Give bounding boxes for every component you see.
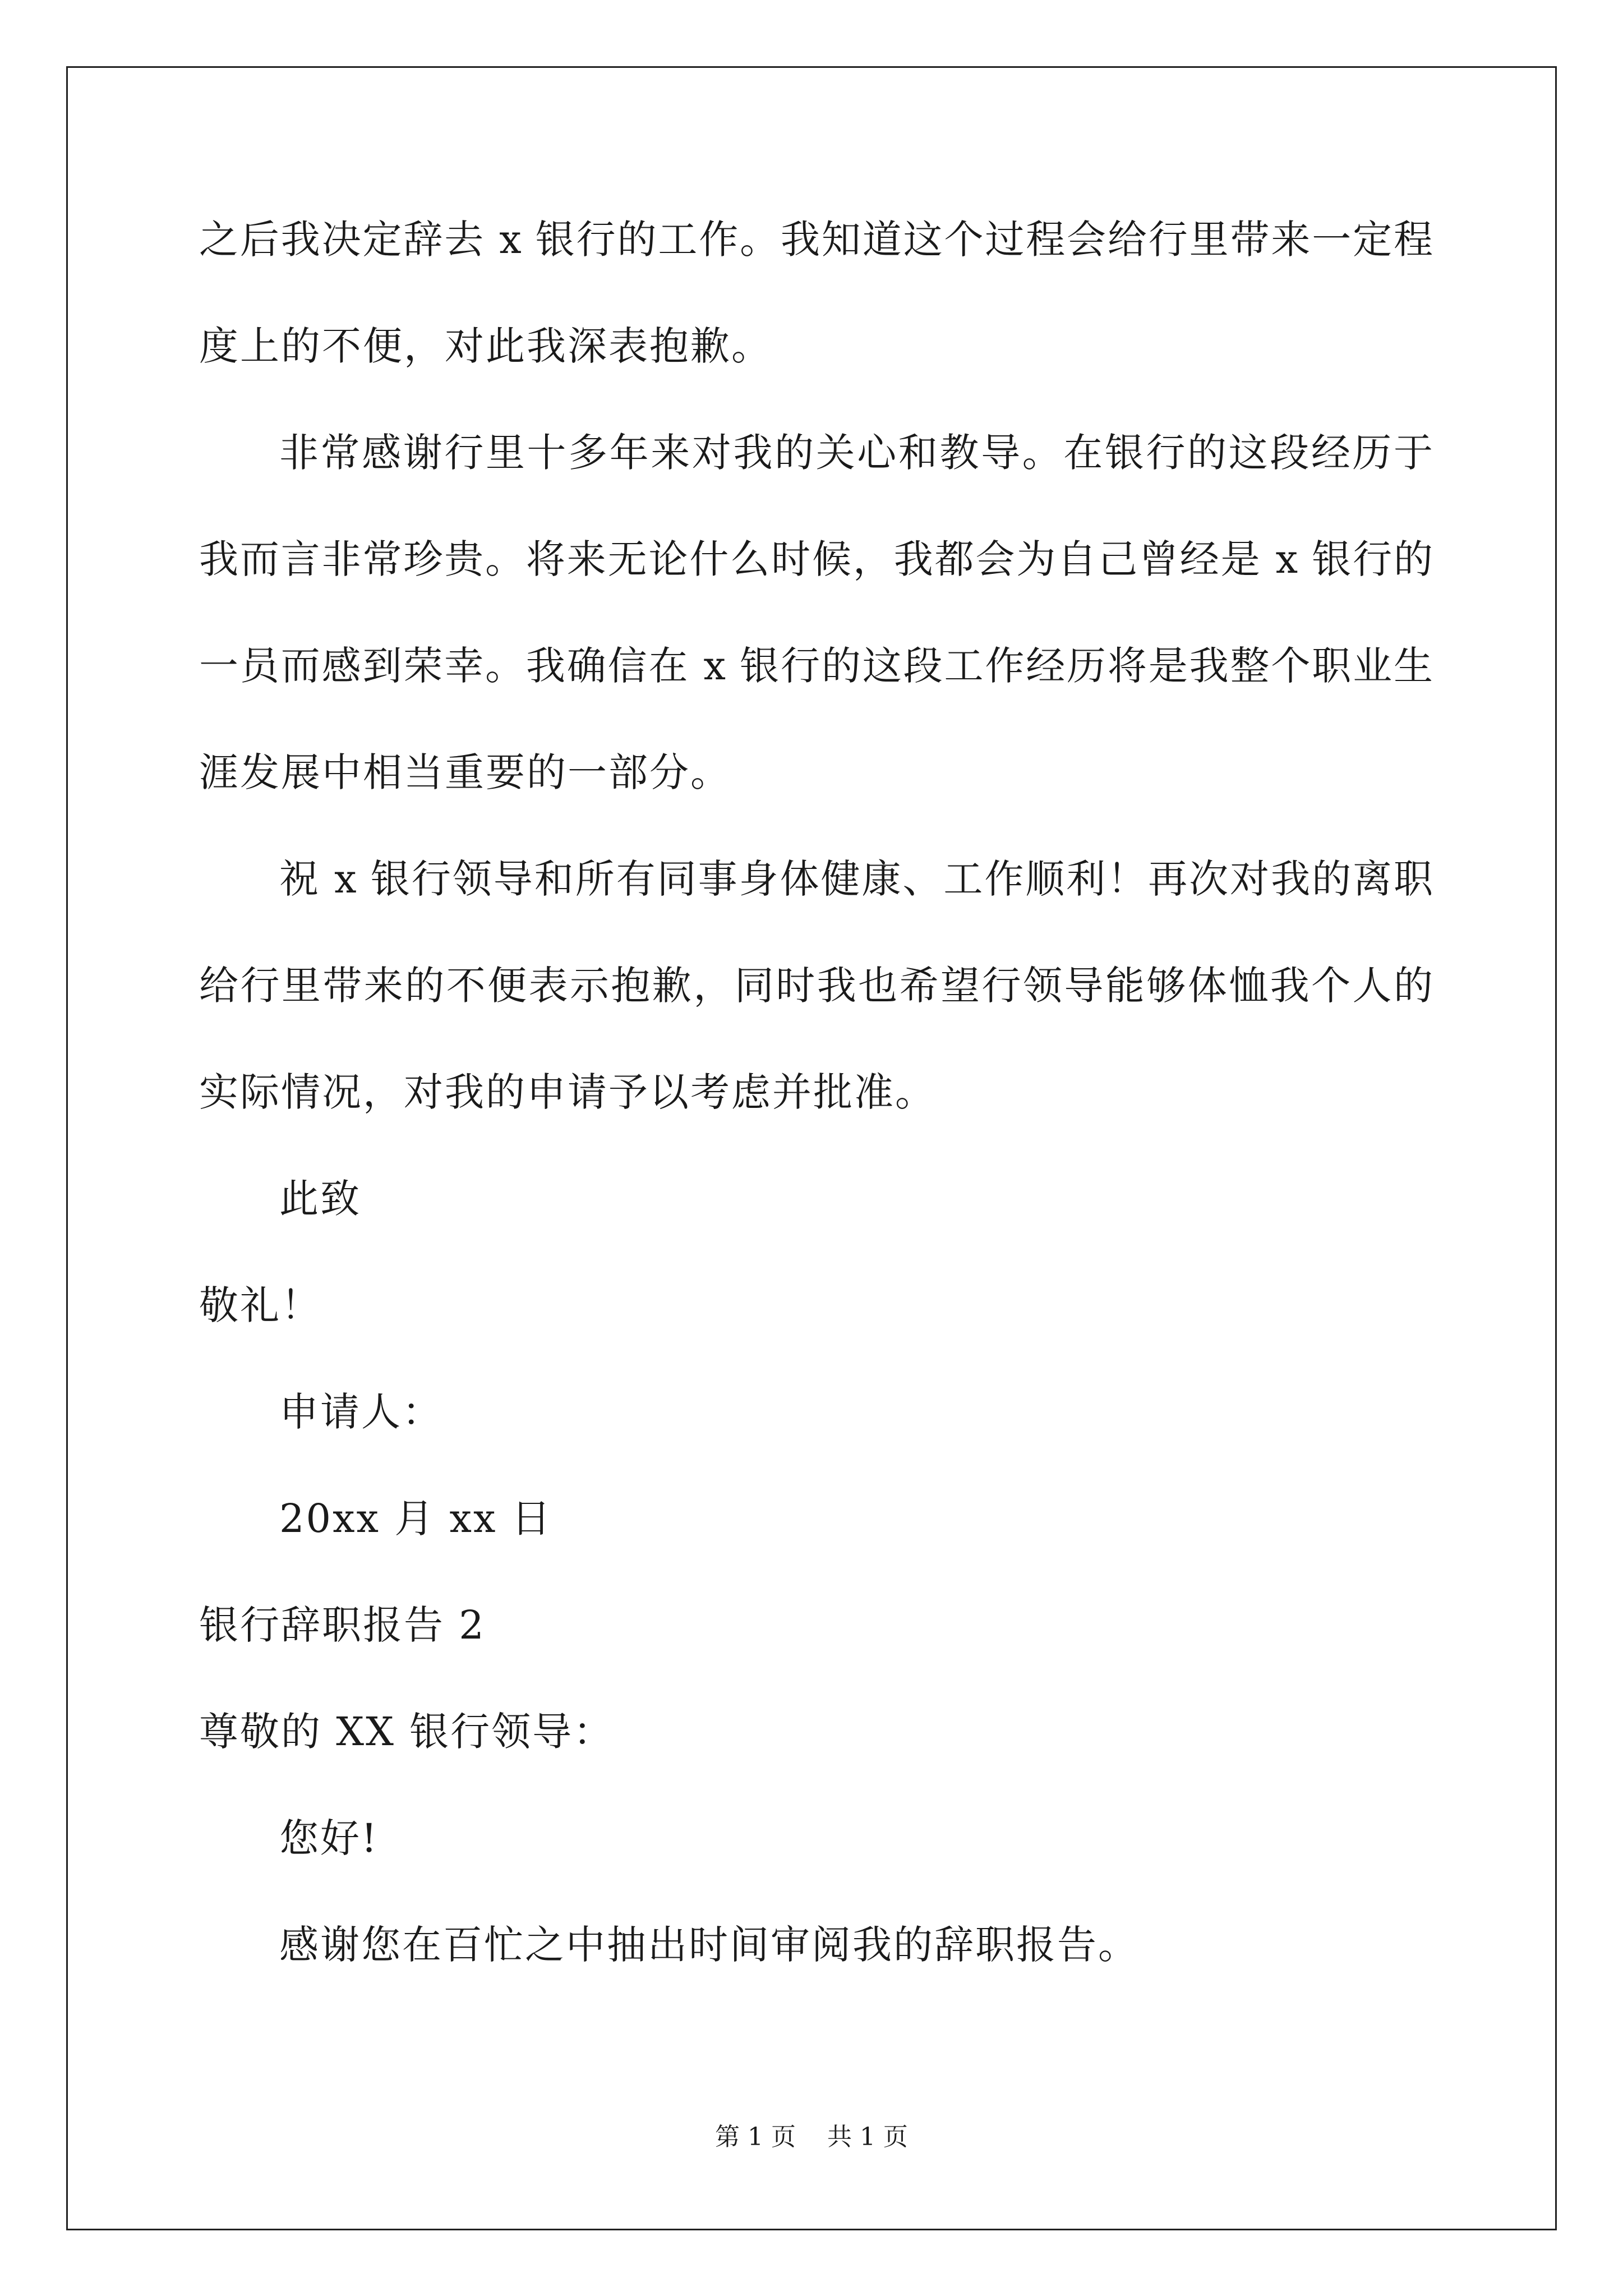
paragraph-3-line-3: 实际情况，对我的申请予以考虑并批准。 <box>199 1069 936 1115</box>
signature-date: 20xx 月 xx 日 <box>279 1496 552 1542</box>
paragraph-2-line-3: 一员而感到荣幸。我确信在 x 银行的这段工作经历将是我整个职业生 <box>199 643 1433 689</box>
paragraph-2-line-2: 我而言非常珍贵。将来无论什么时候，我都会为自己曾经是 x 银行的 <box>199 536 1433 582</box>
paragraph-2-line-4: 涯发展中相当重要的一部分。 <box>199 749 731 795</box>
section-title: 银行辞职报告 2 <box>199 1602 486 1648</box>
paragraph-3-line-2: 给行里带来的不便表示抱歉，同时我也希望行领导能够体恤我个人的 <box>199 963 1433 1009</box>
closing-salutation: 此致 <box>279 1176 361 1222</box>
closing-respect: 敬礼！ <box>199 1282 322 1328</box>
page-border <box>66 66 1557 2230</box>
paragraph-3-line-1: 祝 x 银行领导和所有同事身体健康、工作顺利！再次对我的离职 <box>279 856 1433 902</box>
opening-sentence: 感谢您在百忙之中抽出时间审阅我的辞职报告。 <box>279 1922 1139 1968</box>
paragraph-1-line-1: 之后我决定辞去 x 银行的工作。我知道这个过程会给行里带来一定程 <box>199 217 1433 263</box>
applicant-label: 申请人： <box>279 1389 443 1435</box>
paragraph-2-line-1: 非常感谢行里十多年来对我的关心和教导。在银行的这段经历于 <box>279 430 1433 476</box>
greeting: 您好! <box>279 1815 379 1861</box>
paragraph-1-line-2: 度上的不便，对此我深表抱歉。 <box>199 323 772 369</box>
addressee: 尊敬的 XX 银行领导： <box>199 1709 615 1755</box>
page-footer: 第 1 页 共 1 页 <box>715 2123 908 2151</box>
